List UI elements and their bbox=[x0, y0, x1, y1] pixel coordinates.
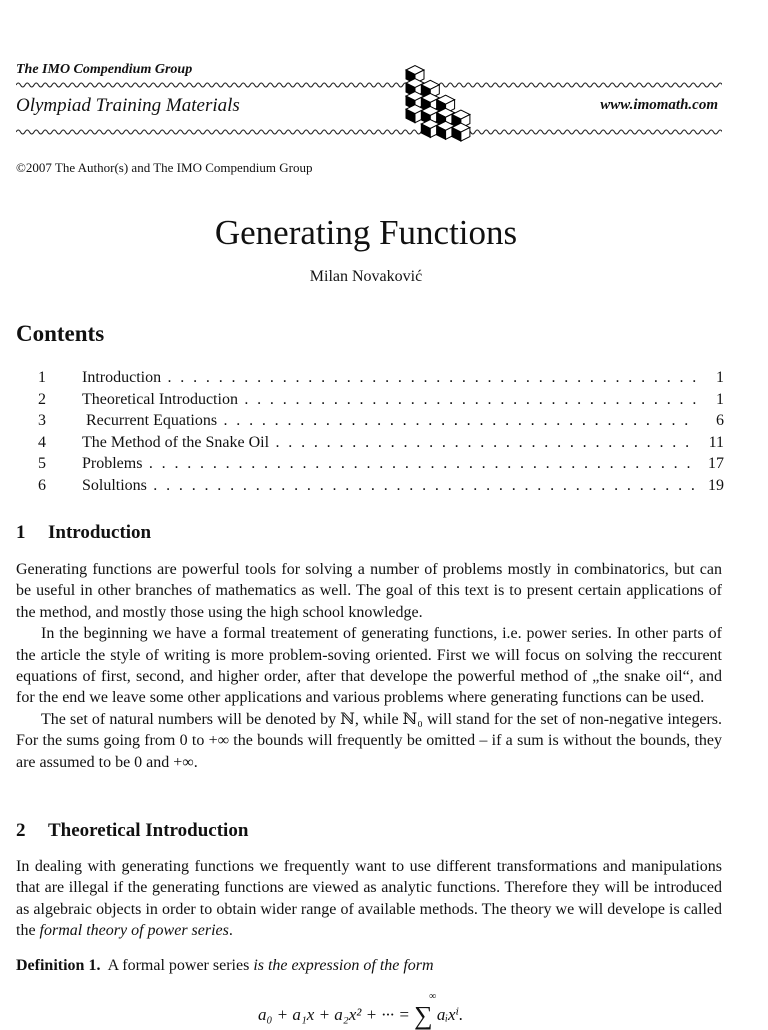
toc-entry-number: 4 bbox=[38, 433, 46, 451]
toc-entry-page: 11 bbox=[708, 433, 724, 451]
definition-label: Definition 1. bbox=[16, 957, 101, 974]
paragraph: The set of natural numbers will be denoted by ℕ, while ℕ₀ will stand for the set of non-negative integers. For the sums going from 0 to +∞ the bounds will frequently be omitted – if a sum is without the bounds, they are assumed to be 0 and +∞. bbox=[16, 710, 722, 771]
paragraph: Generating functions are powerful tools for solving a number of problems mostly in combinatorics, but can be useful in other branches of mathematics as well. The goal of this text is to present certain applications of the method, and mostly those using the high school knowledge. bbox=[16, 561, 722, 621]
toc-entry-number: 2 bbox=[38, 390, 46, 408]
section-heading-theoretical-introduction bbox=[16, 820, 248, 842]
toc-entry-title: Theoretical Introduction . . . bbox=[82, 389, 696, 411]
definition-emphasis: is the expression of the form bbox=[253, 957, 434, 974]
toc-entry-page: 6 bbox=[716, 412, 724, 429]
header-wave-line-bottom bbox=[16, 127, 722, 137]
toc-entry-page: 17 bbox=[708, 455, 724, 472]
toc-entry-number: 3 bbox=[38, 412, 46, 429]
toc-entry-page: 19 bbox=[708, 476, 724, 494]
copyright-notice: ©2007 The Author(s) and The IMO Compendium Group bbox=[16, 160, 313, 175]
paragraph bbox=[16, 856, 722, 942]
paper-author: Milan Novaković bbox=[309, 268, 423, 285]
toc-entry-number: 1 bbox=[38, 369, 46, 386]
imo-cube-logo bbox=[402, 62, 484, 152]
header-url: www.imomath.com bbox=[600, 97, 718, 113]
section-heading-introduction bbox=[16, 522, 151, 544]
toc-entry-snake-oil[interactable] bbox=[38, 432, 724, 454]
toc-entry-title: Solultions . . . bbox=[82, 475, 696, 497]
toc-entry-solutions[interactable] bbox=[38, 475, 724, 497]
summation-sign: ∑ bbox=[414, 1001, 433, 1030]
toc-entry-title: Problems . . . bbox=[82, 453, 696, 475]
section-2-body bbox=[16, 856, 722, 942]
formula-lhs: a₀ + a₁x + a₂x² + ··· = bbox=[258, 1005, 410, 1024]
header-group-name: The IMO Compendium Group bbox=[16, 62, 193, 77]
section-1-body bbox=[16, 559, 722, 773]
header-wave-line-top bbox=[16, 80, 722, 90]
paragraph-text: In dealing with generating functions we frequently want to use different transformations and manipulations that are illegal if the generating functions are viewed as analytic functions. Therefore they will be introduced as algebraic objects in order to obtain wider range of available methods. The theory we will develope is called the bbox=[16, 858, 722, 940]
toc-entry-title: Introduction . . . bbox=[82, 367, 696, 389]
toc-entry-recurrent-equations[interactable] bbox=[38, 410, 724, 432]
paragraph-emphasis: formal theory of power series bbox=[39, 922, 229, 940]
toc-entry-number: 6 bbox=[38, 476, 46, 494]
section-title: Introduction bbox=[48, 522, 152, 543]
contents-heading: Contents bbox=[16, 321, 105, 346]
paper-title: Generating Functions bbox=[214, 213, 518, 252]
section-number: 1 bbox=[16, 522, 26, 543]
toc-entry-title: Recurrent Equations . . . bbox=[82, 410, 696, 432]
formula-rhs: aᵢxⁱ. bbox=[436, 1005, 464, 1024]
definition-1 bbox=[16, 957, 434, 975]
toc-entry-introduction[interactable] bbox=[38, 367, 724, 389]
section-number: 2 bbox=[16, 820, 26, 841]
toc-entry-problems[interactable] bbox=[38, 453, 724, 475]
paragraph-end: . bbox=[228, 922, 233, 940]
toc-entry-theoretical-introduction[interactable] bbox=[38, 389, 724, 411]
definition-text: A formal power series bbox=[107, 957, 250, 974]
table-of-contents bbox=[38, 367, 724, 496]
power-series-formula bbox=[258, 991, 464, 1030]
section-title: Theoretical Introduction bbox=[48, 820, 249, 841]
toc-entry-page: 1 bbox=[716, 390, 724, 408]
paragraph: In the beginning we have a formal treatement of generating functions, i.e. power series. In other parts of the article the style of writing is more problem-soving oriented. First we will focus on solving the reccurent equations of first, second, and higher order, after that develope the powerful method of „the snake oil“, and for the end we leave some other applications and various problems where generating functions can be used. bbox=[16, 625, 722, 707]
toc-entry-number: 5 bbox=[38, 455, 46, 472]
toc-entry-title: The Method of the Snake Oil . . . bbox=[82, 432, 696, 454]
summation-upper-bound: ∞ bbox=[429, 991, 437, 1002]
toc-entry-page: 1 bbox=[716, 369, 724, 386]
header-series-name: Olympiad Training Materials bbox=[16, 95, 240, 116]
